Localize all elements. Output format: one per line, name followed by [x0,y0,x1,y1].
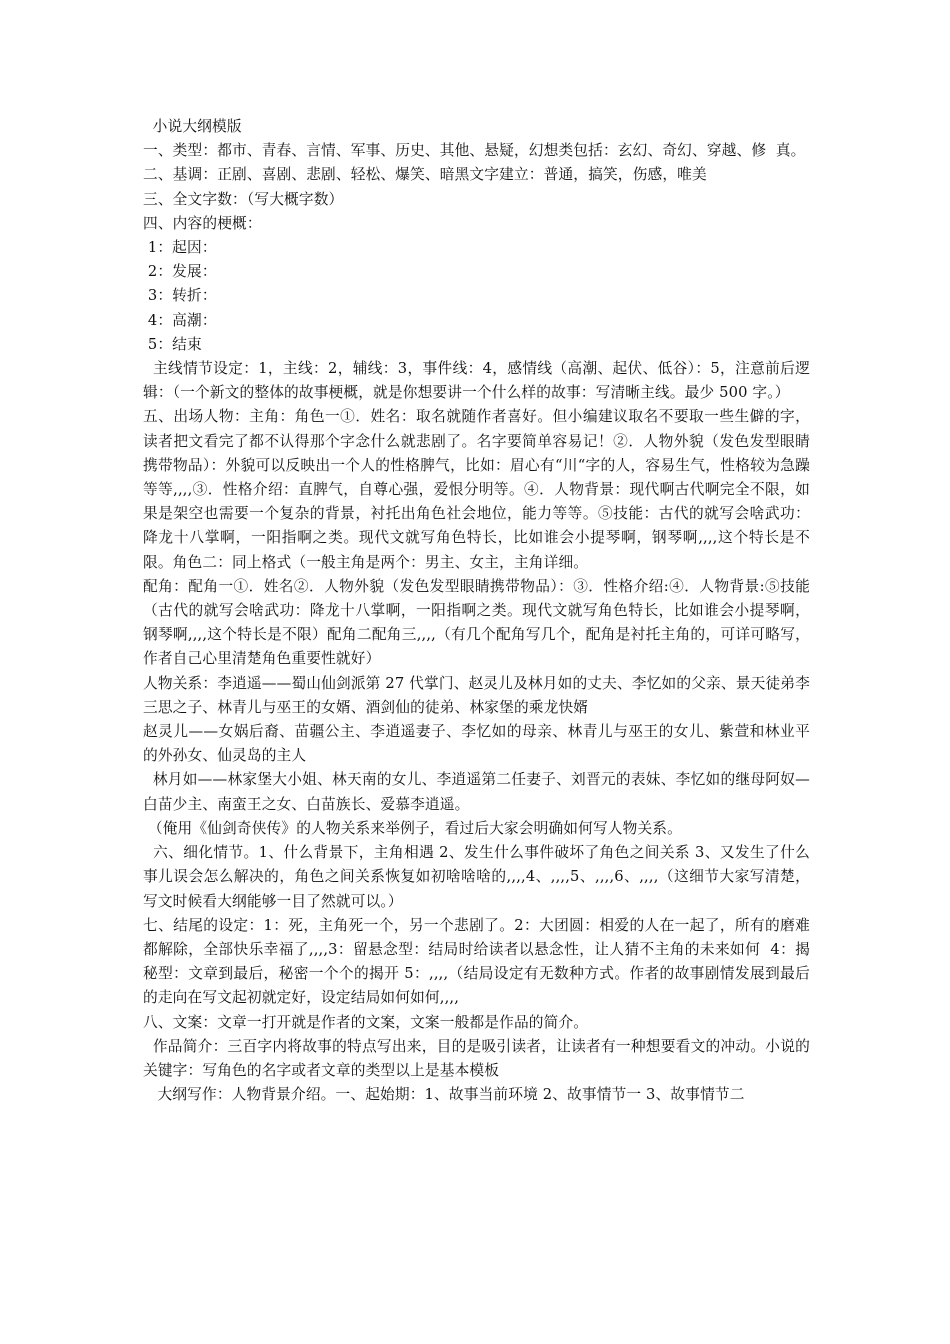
body-paragraph: 4：高潮： [143,311,217,329]
document-title: 小说大纲模版 [143,118,242,135]
body-paragraph: 三、全文字数：（写大概字数） [143,190,344,208]
body-paragraph: 一、类型：都市、青春、言情、军事、历史、其他、悬疑，幻想类包括：玄幻、奇幻、穿越、修 真。 [143,142,806,160]
body-paragraph: 七、结尾的设定：1：死，主角死一个，另一个悲剧了。2：大团圆：相爱的人在一起了，所有的磨难都解除，全部快乐幸福了,,,,3：留悬念型：结局时给读者以悬念性，让人猜不主角的未来如何 4：揭秘型：文章到最后，秘密一个个的揭开 5：,,,,（结局设定有无数种方式。作者的故事剧情发展到最后的走向在写文起初就定好，设定结局如何如何,,,, [143,916,810,1007]
body-paragraph: 二、基调：正剧、喜剧、悲剧、轻松、爆笑、暗黑文字建立：普通，搞笑，伤感，唯美 [143,166,707,184]
body-paragraph: 2：发展： [143,263,217,281]
body-paragraph: 5：结束 [143,335,202,353]
body-paragraph: 六、细化情节。1、什么背景下，主角相遇 2、发生什么事件破坏了角色之间关系 3、又发生了什么事儿误会怎么解决的，角色之间关系恢复如初啥啥啥的,,,,4、,,,,5、,,,,6、,,,,（这细节大家写清楚，写文时候看大纲能够一目了然就可以。） [143,844,810,910]
body-paragraph: 人物关系：李逍遥——蜀山仙剑派第 27 代掌门、赵灵儿及林月如的丈夫、李忆如的父亲、景天徒弟李三思之子、林青儿与巫王的女婿、酒剑仙的徒弟、林家堡的乘龙快婿 [143,674,810,716]
body-paragraph: 主线情节设定：1，主线：2，辅线：3，事件线：4，感情线（高潮、起伏、低谷）：5，注意前后逻辑：（一个新文的整体的故事梗概，就是你想要讲一个什么样的故事：写清晰主线。最少 500 字。） [143,360,811,402]
body-paragraph: 赵灵儿——女娲后裔、苗疆公主、李逍遥妻子、李忆如的母亲、林青儿与巫王的女儿、紫萱和林业平的外孙女、仙灵岛的主人 [143,723,810,765]
body-paragraph: 大纲写作：人物背景介绍。一、起始期：1、故事当前环境 2、故事情节一 3、故事情节二 [143,1086,745,1104]
body-paragraph: 1：起因： [143,239,217,257]
body-paragraph: 五、出场人物：主角：角色一①．姓名：取名就随作者喜好。但小编建议取名不要取一些生僻的字，读者把文看完了都不认得那个字念什么就悲剧了。名字要简单容易记！②．人物外貌（发色发型眼睛携带物品）：外貌可以反映出一个人的性格脾气，比如：眉心有“川“字的人，容易生气，性格较为急躁等等,,,,③．性格介绍：直脾气，自尊心强，爱恨分明等。④．人物背景：现代啊古代啊完全不限，如果是架空也需要一个复杂的背景，衬托出角色社会地位，能力等等。⑤技能：古代的就写会啥武功：降龙十八掌啊，一阳指啊之类。现代文就写角色特长，比如谁会小提琴啊，钢琴啊,,,,这个特长是不限。角色二：同上格式（一般主角是两个：男主、女主，主角详细。 [143,408,810,571]
body-paragraph: （俺用《仙剑奇侠传》的人物关系来举例子，看过后大家会明确如何写人物关系。 [143,819,682,837]
body-paragraph: 林月如——林家堡大小姐、林天南的女儿、李逍遥第二任妻子、刘晋元的表妹、李忆如的继母阿奴—白苗少主、南蛮王之女、白苗族长、爱慕李逍遥。 [143,771,810,813]
body-paragraph: 3：转折： [143,287,217,305]
body-paragraph: 作品简介：三百字内将故事的特点写出来，目的是吸引读者，让读者有一种想要看文的冲动。小说的关键字：写角色的名字或者文章的类型以上是基本模板 [143,1037,810,1079]
document-page [143,115,810,1107]
body-paragraph: 四、内容的梗概： [143,214,262,232]
body-paragraph: 配角：配角一①．姓名②．人物外貌（发色发型眼睛携带物品）：③．性格介绍:④．人物背景:⑤技能（古代的就写会啥武功：降龙十八掌啊，一阳指啊之类。现代文就写角色特长，比如谁会小提琴啊，钢琴啊,,,,这个特长是不限）配角二配角三,,,,（有几个配角写几个，配角是衬托主角的，可详可略写，作者自己心里清楚角色重要性就好） [143,577,810,668]
body-paragraph: 八、文案：文章一打开就是作者的文案，文案一般都是作品的简介。 [143,1013,589,1031]
